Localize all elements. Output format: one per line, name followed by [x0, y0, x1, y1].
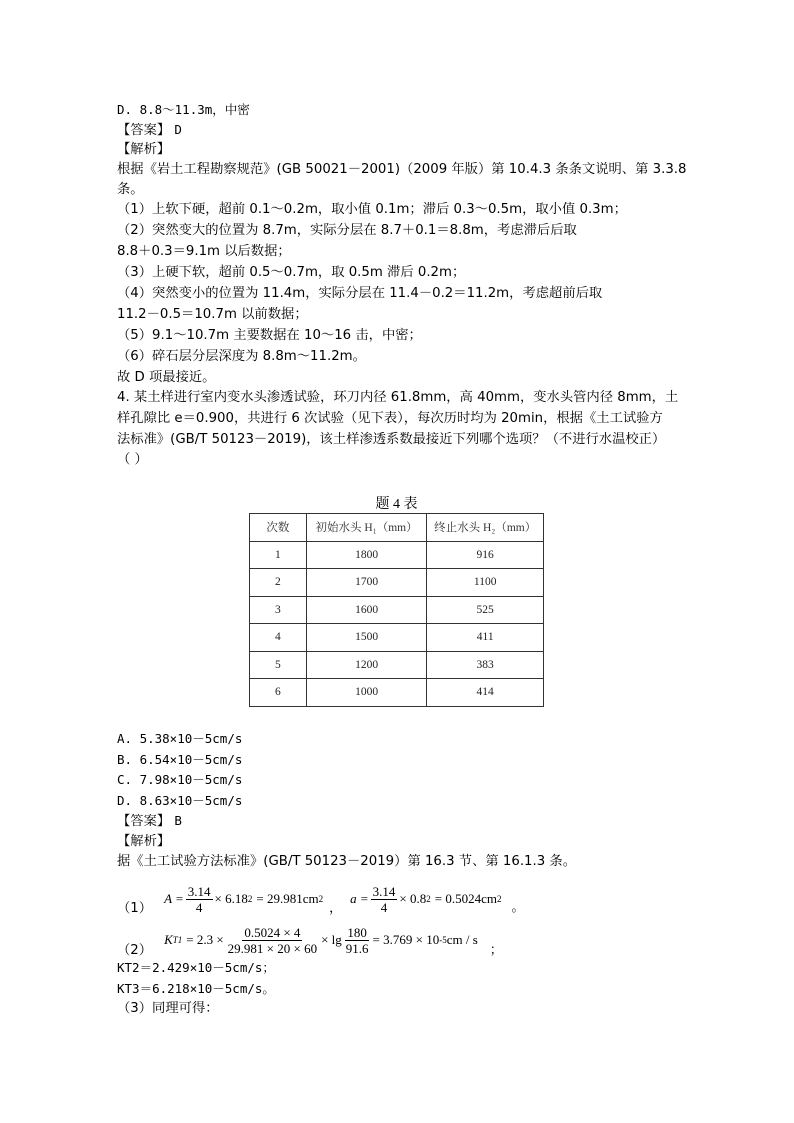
option-d: D. 8.63×10－5cm/s	[117, 793, 243, 808]
data-table	[249, 513, 544, 707]
table-cell: 1600	[306, 596, 427, 624]
numerator: 0.5024 × 4	[244, 924, 301, 940]
step3-label: （3）同理可得：	[117, 1001, 219, 1016]
analysis-line: （3）上硬下软，超前 0.5～0.7m，取 0.5m 滞后 0.2m；	[117, 265, 466, 280]
formula-text: = 0.5024cm	[434, 891, 497, 906]
table-cell: 1500	[306, 624, 427, 652]
question-stem-line: 4. 某土样进行室内变水头渗透试验，环刀内径 61.8mm，高 40mm，变水头管内径 8mm，土	[117, 390, 679, 405]
table-cell: 916	[427, 541, 544, 569]
fraction	[371, 884, 398, 915]
analysis-line: （5）9.1～10.7m 主要数据在 10～16 击，中密；	[117, 328, 422, 343]
denominator: 91.6	[345, 940, 369, 956]
table-cell: 1	[250, 541, 307, 569]
fraction	[344, 925, 371, 956]
analysis-line: 条。	[117, 182, 144, 197]
fraction	[226, 925, 319, 956]
question-stem-line: 法标准》(GB/T 50123－2019)，该土样渗透系数最接近下列哪个选项？（不进行水温校正）	[117, 432, 666, 447]
subscript: T1	[172, 935, 183, 945]
table-row	[250, 624, 544, 652]
table-cell: 4	[250, 624, 307, 652]
exponent: 2	[318, 894, 324, 904]
formula-text: × 6.18	[214, 891, 248, 906]
analysis-line: （1）上软下硬，超前 0.1～0.2m，取小值 0.1m；滞后 0.3～0.5m，取小值 0.3m；	[117, 202, 627, 217]
formula-area	[117, 876, 524, 922]
separator: ，	[329, 899, 343, 915]
table-cell: 1200	[306, 651, 427, 679]
question-stem-line: （ ）	[117, 452, 148, 467]
analysis-line: 11.2－0.5＝10.7m 以前数据；	[117, 307, 308, 322]
table-cell: 1800	[306, 541, 427, 569]
formula-text: × 0.8	[399, 891, 427, 906]
table-row	[250, 651, 544, 679]
answer-label: 【答案】	[117, 123, 171, 138]
analysis-line: 根据《岩土工程勘察规范》(GB 50021－2001)（2009 年版）第 10.4.3 条条文说明、第 3.3.8	[117, 162, 687, 177]
analysis-line: （2）突然变大的位置为 8.7m，实际分层在 8.7＋0.1＝8.8m，考虑滞后后取	[117, 223, 577, 238]
numerator: 3.14	[187, 883, 211, 899]
numerator: 180	[347, 924, 367, 940]
kt2-result: KT2＝2.429×10－5cm/s；	[117, 960, 275, 975]
option-c: C. 7.98×10－5cm/s	[117, 772, 243, 787]
denominator: 4	[380, 899, 388, 915]
answer-label: 【答案】	[117, 814, 171, 829]
numerator: 3.14	[372, 883, 396, 899]
table-cell: 414	[427, 679, 544, 707]
formula-text: A =	[164, 891, 184, 906]
answer	[117, 811, 182, 832]
option-b: B. 6.54×10－5cm/s	[117, 752, 243, 767]
fraction	[186, 884, 213, 915]
step-label: （2）	[117, 942, 153, 958]
table-cell: 383	[427, 651, 544, 679]
table-cell: 411	[427, 624, 544, 652]
exponent: 2	[496, 894, 502, 904]
analysis-intro: 据《土工试验方法标准》(GB/T 50123－2019）第 16.3 节、第 16.1.3 条。	[117, 854, 577, 869]
analysis-line: （6）碎石层分层深度为 8.8m～11.2m。	[117, 349, 366, 364]
formula-area	[117, 920, 503, 960]
exponent: 2	[247, 894, 253, 904]
end-mark: ；	[489, 941, 503, 957]
formula-text: = 3.769 × 10	[372, 932, 440, 947]
table-caption: 题 4 表	[375, 497, 418, 512]
formula-text: K	[164, 932, 173, 947]
table-row	[250, 569, 544, 597]
table-row	[250, 541, 544, 569]
formula-text: a =	[350, 891, 369, 906]
option-a: A. 5.38×10－5cm/s	[117, 731, 243, 746]
table-header-row	[250, 514, 544, 542]
question-stem-line: 样孔隙比 e＝0.900，共进行 6 次试验（见下表），每次历时均为 20min，根据《土工试验方	[117, 411, 663, 426]
table-cell: 3	[250, 596, 307, 624]
exponent: 2	[426, 894, 431, 904]
prev-analysis-label: 【解析】	[117, 142, 171, 157]
header-cell: 终止水头 H₂（mm）	[427, 514, 544, 542]
table-cell: 5	[250, 651, 307, 679]
table-cell: 1100	[427, 569, 544, 597]
table-cell: 2	[250, 569, 307, 597]
formula-text: cm / s	[446, 932, 478, 947]
analysis-line: （4）突然变小的位置为 11.4m，实际分层在 11.4－0.2＝11.2m，考虑超前后取	[117, 286, 603, 301]
table-cell: 1700	[306, 569, 427, 597]
header-cell: 初始水头 H₁（mm）	[306, 514, 427, 542]
table-cell: 6	[250, 679, 307, 707]
analysis-line: 故 D 项最接近。	[117, 370, 216, 385]
kt3-result: KT3＝6.218×10－5cm/s。	[117, 981, 275, 996]
end-mark: 。	[511, 898, 525, 914]
denominator: 4	[195, 899, 203, 915]
formula-text: = 2.3 ×	[186, 932, 224, 947]
header-cell: 次数	[250, 514, 307, 542]
formula-text: × lg	[321, 932, 342, 947]
analysis-line: 8.8＋0.3＝9.1m 以后数据；	[117, 244, 291, 259]
table-row	[250, 679, 544, 707]
answer-value: D	[174, 122, 182, 137]
table-row	[250, 596, 544, 624]
analysis-label: 【解析】	[117, 834, 171, 849]
step-label: （1）	[117, 900, 153, 916]
exponent: -5	[439, 935, 447, 945]
table-cell: 525	[427, 596, 544, 624]
formula-text: = 29.981cm	[256, 891, 319, 906]
prev-answer	[117, 120, 182, 141]
answer-value: B	[174, 813, 182, 828]
table-cell: 1000	[306, 679, 427, 707]
prev-option-d: D. 8.8～11.3m，中密	[117, 102, 250, 117]
denominator: 29.981 × 20 × 60	[227, 940, 318, 956]
